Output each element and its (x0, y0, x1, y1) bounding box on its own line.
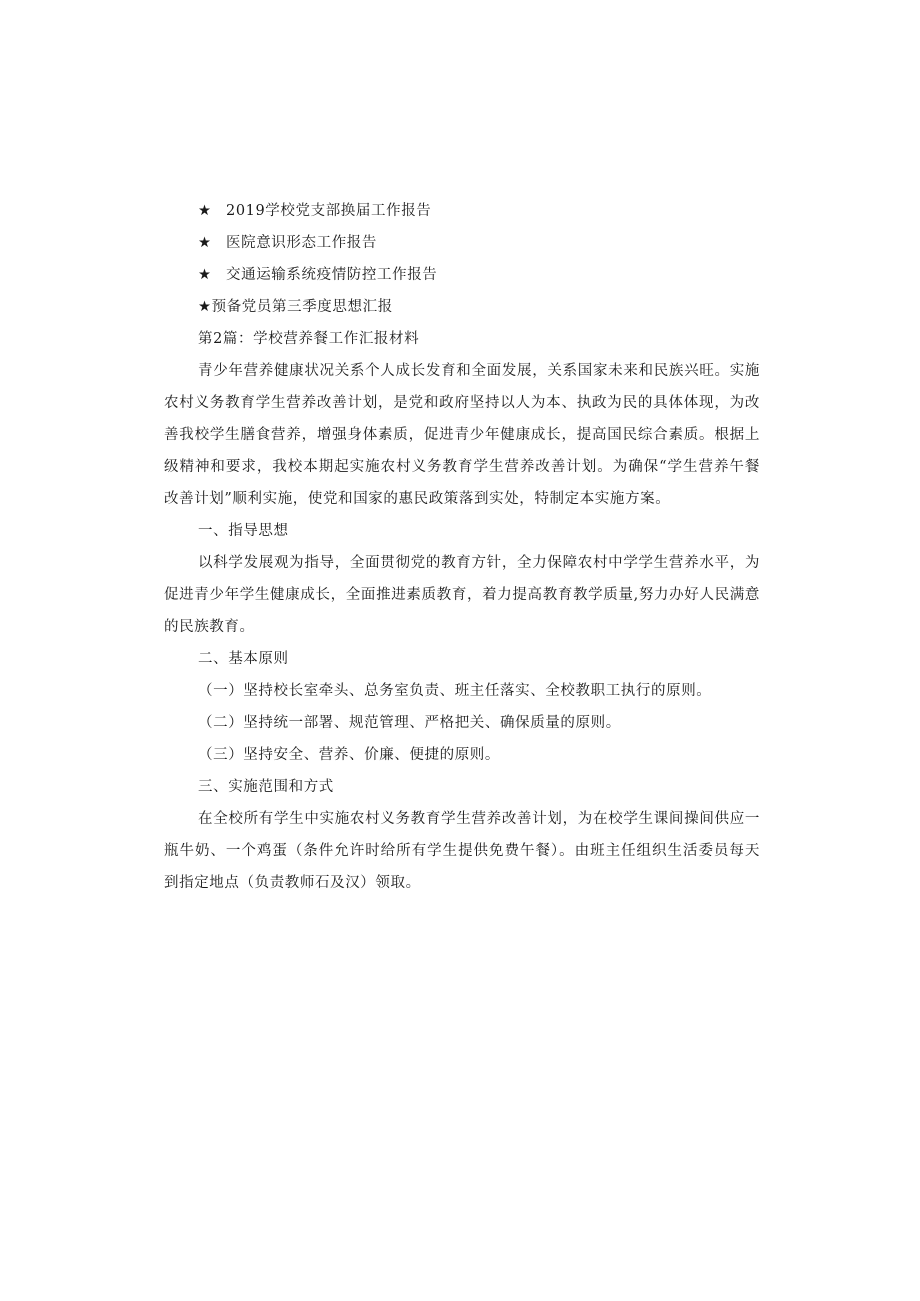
document-page (164, 195, 760, 899)
article-title: 第2篇：学校营养餐工作汇报材料 (198, 331, 420, 347)
star-icon: ★ (198, 299, 212, 315)
section-heading-guiding-ideology: 一、指导思想 (198, 523, 289, 539)
section-heading-basic-principles: 二、基本原则 (198, 651, 289, 667)
related-link-3[interactable] (164, 259, 760, 291)
related-link-1[interactable] (164, 195, 760, 227)
principle-item: （二）坚持统一部署、规范管理、严格把关、确保质量的原则。 (198, 715, 621, 731)
principle-item: （一）坚持校长室牵头、总务室负责、班主任落实、全校教职工执行的原则。 (198, 683, 712, 699)
star-icon: ★ (198, 203, 212, 219)
section-heading-scope-and-method: 三、实施范围和方式 (198, 779, 334, 795)
related-link-2[interactable] (164, 227, 760, 259)
related-link-text: 交通运输系统疫情防控工作报告 (226, 267, 438, 283)
guiding-ideology-paragraph: 以科学发展观为指导，全面贯彻党的教育方针，全力保障农村中学学生营养水平，为促进青少年学生健康成长，全面推进素质教育，着力提高教育教学质量,努力办好人民满意的民族教育。 (164, 555, 760, 635)
star-icon: ★ (198, 267, 212, 283)
star-icon: ★ (198, 235, 212, 251)
intro-paragraph: 青少年营养健康状况关系个人成长发育和全面发展，关系国家未来和民族兴旺。实施农村义务教育学生营养改善计划，是党和政府坚持以人为本、执政为民的具体体现，为改善我校学生膳食营养，增强身体素质，促进青少年健康成长，提高国民综合素质。根据上级精神和要求，我校本期起实施农村义务教育学生营养改善计划。为确保“学生营养午餐改善计划”顺利实施，使党和国家的惠民政策落到实处，特制定本实施方案。 (164, 363, 760, 507)
scope-paragraph: 在全校所有学生中实施农村义务教育学生营养改善计划，为在校学生课间操间供应一瓶牛奶、一个鸡蛋（条件允许时给所有学生提供免费午餐）。由班主任组织生活委员每天到指定地点（负责教师石及汉）领取。 (164, 811, 760, 891)
related-link-text: 2019学校党支部换届工作报告 (226, 203, 432, 219)
related-link-text: 预备党员第三季度思想汇报 (211, 299, 393, 315)
related-link-text: 医院意识形态工作报告 (226, 235, 377, 251)
related-link-4[interactable] (164, 291, 760, 323)
principle-item: （三）坚持安全、营养、价廉、便捷的原则。 (198, 747, 500, 763)
